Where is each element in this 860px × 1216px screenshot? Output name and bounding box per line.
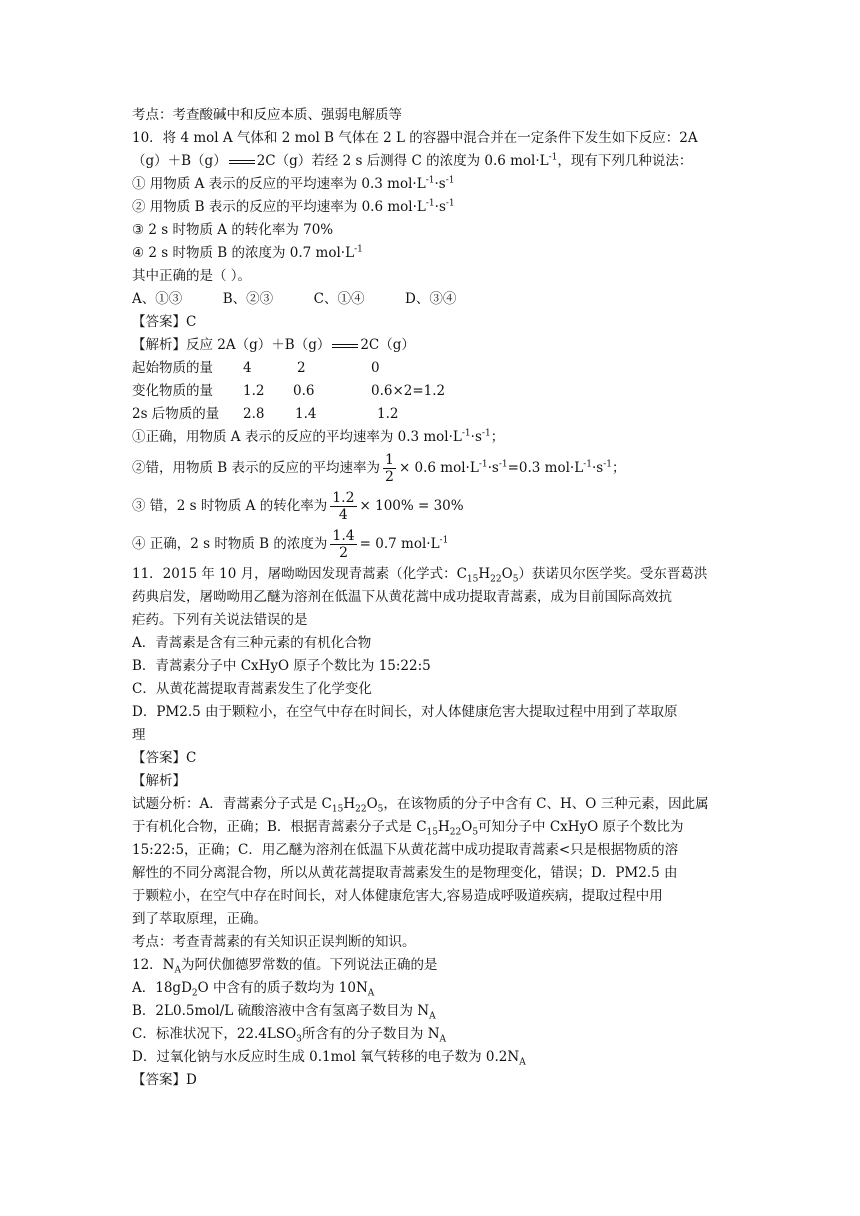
text: 可知分子中 CxHyO 原子个数比为 (478, 819, 684, 835)
option-a (132, 977, 732, 1000)
analysis-text: 解性的不同分离混合物，所以从黄花蒿提取青蒿素发生的是物理变化，错误；D．PM2.5 由 (132, 865, 678, 881)
superscript: -1 (498, 459, 508, 470)
denominator: 2 (339, 545, 348, 561)
answer: 【答案】C (132, 750, 197, 766)
analysis-2 (132, 449, 732, 487)
superscript: -1 (439, 535, 449, 546)
analysis-text: 15:22:5，正确；C．用乙醚为溶剂在低温下从黄花蒿中成功提取青蒿素<只是根据物质的溶 (132, 842, 679, 858)
option-c: C．从黄花蒿提取青蒿素发生了化学变化 (132, 681, 372, 697)
unit-s: s (438, 199, 446, 215)
text: 2C（g）若经 2 s 后测得 C 的浓度为 0.6 mol·L (256, 153, 549, 169)
option-d (132, 1046, 732, 1069)
text: O 中含有的质子数均为 10N (197, 980, 368, 996)
text: × 100% = 30% (359, 498, 464, 514)
text: A．18gD (132, 980, 192, 996)
statement-1 (132, 173, 732, 196)
option-d: D．PM2.5 由于颗粒小，在空气中存在时间长，对人体健康危害大提取过程中用到了萃取原 (132, 704, 678, 720)
text: O (366, 796, 378, 812)
analysis-1 (132, 426, 732, 449)
text: 所含有的分子数目为 N (301, 1026, 440, 1042)
text-line: 考点：考查酸碱中和反应本质、强弱电解质等 (132, 107, 402, 123)
text: ①正确，用物质 A 表示的反应的平均速率为 0.3 mol·L (132, 429, 462, 445)
table-row (132, 357, 732, 380)
unit-s: s (438, 176, 446, 192)
superscript: -1 (478, 459, 488, 470)
options: A、①③ B、②③ C、①④ D、③④ (132, 291, 457, 307)
row-label: 2s 后物质的量 (132, 406, 220, 422)
analysis-text (132, 816, 732, 839)
cell: 2 (297, 360, 306, 376)
question-12 (132, 954, 732, 977)
subscript: 22 (355, 804, 367, 815)
fraction (330, 529, 356, 560)
option-b: B．青蒿素分子中 CxHyO 原子个数比为 15:22:5 (132, 658, 431, 674)
text: ； (611, 460, 626, 476)
dot: · (487, 460, 492, 476)
text: 【解析】反应 2A（g）＋B（g） (132, 337, 331, 353)
statement-3: ③ 2 s 时物质 A 的转化率为 70% (132, 222, 334, 238)
text: H (438, 819, 450, 835)
question-10-line-2 (132, 150, 732, 173)
subscript: 5 (472, 827, 479, 838)
text: ④ 2 s 时物质 B 的浓度为 0.7 mol·L (132, 245, 355, 261)
numerator: 1 (385, 452, 394, 468)
analysis-4 (132, 525, 732, 563)
text: （g）＋B（g） (132, 153, 227, 169)
superscript: -1 (445, 175, 455, 186)
text: H (478, 566, 491, 582)
question-11-line-2: 药典启发，屠呦呦用乙醚为溶剂在低温下从黄花蒿中成功提取青蒿素，成为目前国际高效抗 (132, 589, 672, 605)
subscript: A (367, 988, 375, 999)
subscript: 5 (512, 574, 519, 585)
numerator: 1.2 (332, 490, 355, 506)
text: C．标准状况下，22.4LSO (132, 1026, 297, 1042)
text: O (461, 819, 473, 835)
subscript: 22 (490, 574, 502, 585)
cell: 1.2 (377, 406, 399, 422)
superscript: -1 (603, 459, 612, 470)
option-d-cont: 理 (132, 727, 146, 743)
text: B．2L0.5mol/L 硫酸溶液中含有氢离子数目为 N (132, 1003, 430, 1019)
subscript: A (429, 1011, 436, 1022)
text: = 0.7 mol·L (359, 536, 440, 552)
text: 11．2015 年 10 月，屠呦呦因发现青蒿素（化学式：C (132, 566, 467, 582)
text: ② 用物质 B 表示的反应的平均速率为 0.6 mol·L (132, 199, 426, 215)
knowledge-point: 考点：考查青蒿素的有关知识正误判断的知识。 (132, 934, 416, 950)
subscript: 15 (426, 827, 438, 838)
question-prompt: 其中正确的是（ ）。 (132, 268, 252, 284)
unit-s: s (474, 429, 482, 445)
analysis-text: 于颗粒小，在空气中存在时间长，对人体健康危害大,容易造成呼吸道疾病，提取过程中用 (132, 888, 663, 904)
subscript: 2 (191, 988, 198, 999)
document-page (132, 104, 732, 1092)
dot: · (470, 429, 475, 445)
equilibrium-arrow-icon (227, 157, 257, 167)
unit-s: s (596, 460, 604, 476)
denominator: 2 (385, 469, 394, 485)
text: ②错，用物质 B 表示的反应的平均速率为 (132, 460, 381, 476)
table-row (132, 403, 732, 426)
analysis-header (132, 334, 732, 357)
text: × 0.6 mol·L (398, 460, 479, 476)
cell: 1.4 (295, 406, 317, 422)
option-b (132, 1000, 732, 1023)
subscript: A (519, 1057, 526, 1068)
text: ； (490, 429, 505, 445)
cell: 0 (371, 360, 380, 376)
analysis-3 (132, 487, 732, 525)
superscript: -1 (548, 152, 558, 163)
unit-s: s (491, 460, 499, 476)
numerator: 1.4 (332, 528, 355, 544)
cell: 2.8 (243, 406, 265, 422)
text: 于有机化合物，正确；B．根据青蒿素分子式是 C (132, 819, 427, 835)
text: ）获诺贝尔医学奖。受东晋葛洪 (518, 566, 708, 582)
superscript: -1 (481, 428, 491, 439)
cell: 1.2 (243, 383, 265, 399)
cell: 4 (243, 360, 252, 376)
fraction (330, 491, 356, 522)
text: 试题分析：A．青蒿素分子式是 C (132, 796, 332, 812)
superscript: -1 (425, 175, 435, 186)
dot: · (591, 460, 597, 476)
text: H (343, 796, 356, 812)
subscript: 15 (466, 574, 479, 585)
dot: · (434, 176, 439, 192)
text: O (501, 566, 513, 582)
text: D．过氧化钠与水反应时生成 0.1mol 氧气转移的电子数为 0.2N (132, 1049, 520, 1065)
table-row (132, 380, 732, 403)
superscript: -1 (425, 198, 435, 209)
superscript: -1 (583, 459, 592, 470)
cell: 0.6 (293, 383, 315, 399)
text: ，现有下列几种说法： (557, 153, 693, 169)
question-11-line-1 (132, 563, 732, 586)
text: ，在该物质的分子中含有 C、H、O 三种元素，因此属 (383, 796, 709, 812)
question-10-line-1: 10．将 4 mol A 气体和 2 mol B 气体在 2 L 的容器中混合并在一定条件下发生如下反应：2A (132, 130, 698, 146)
analysis-text (132, 793, 732, 816)
denominator: 4 (338, 507, 348, 523)
subscript: A (174, 965, 181, 976)
dot: · (434, 199, 439, 215)
subscript: A (439, 1034, 447, 1045)
analysis-header: 【解析】 (132, 773, 186, 789)
row-label: 起始物质的量 (132, 360, 213, 376)
text: 12．N (132, 957, 175, 973)
superscript: -1 (461, 428, 471, 439)
subscript: 15 (331, 804, 344, 815)
subscript: 3 (296, 1034, 302, 1045)
cell: 0.6×2=1.2 (371, 383, 446, 399)
superscript: -1 (445, 198, 455, 209)
subscript: 22 (449, 827, 462, 838)
statement-2 (132, 196, 732, 219)
subscript: 5 (377, 804, 384, 815)
answer: 【答案】C (132, 314, 197, 330)
text: ④ 正确，2 s 时物质 B 的浓度为 (132, 536, 328, 552)
text: 2C（g） (360, 337, 415, 353)
row-label: 变化物质的量 (132, 383, 213, 399)
answer: 【答案】D (132, 1072, 197, 1088)
option-a: A．青蒿素是含有三种元素的有机化合物 (132, 635, 372, 651)
fraction (383, 453, 396, 484)
option-c (132, 1023, 732, 1046)
text: 为阿伏伽德罗常数的值。下列说法正确的是 (181, 957, 438, 973)
text: ① 用物质 A 表示的反应的平均速率为 0.3 mol·L (132, 176, 426, 192)
question-11-line-3: 疟药。下列有关说法错误的是 (132, 612, 308, 628)
superscript: -1 (354, 244, 363, 255)
text: =0.3 mol·L (507, 460, 584, 476)
equilibrium-arrow-icon (330, 341, 360, 351)
statement-4 (132, 242, 732, 265)
text: ③ 错，2 s 时物质 A 的转化率为 (132, 498, 328, 514)
analysis-text: 到了萃取原理，正确。 (132, 911, 267, 927)
